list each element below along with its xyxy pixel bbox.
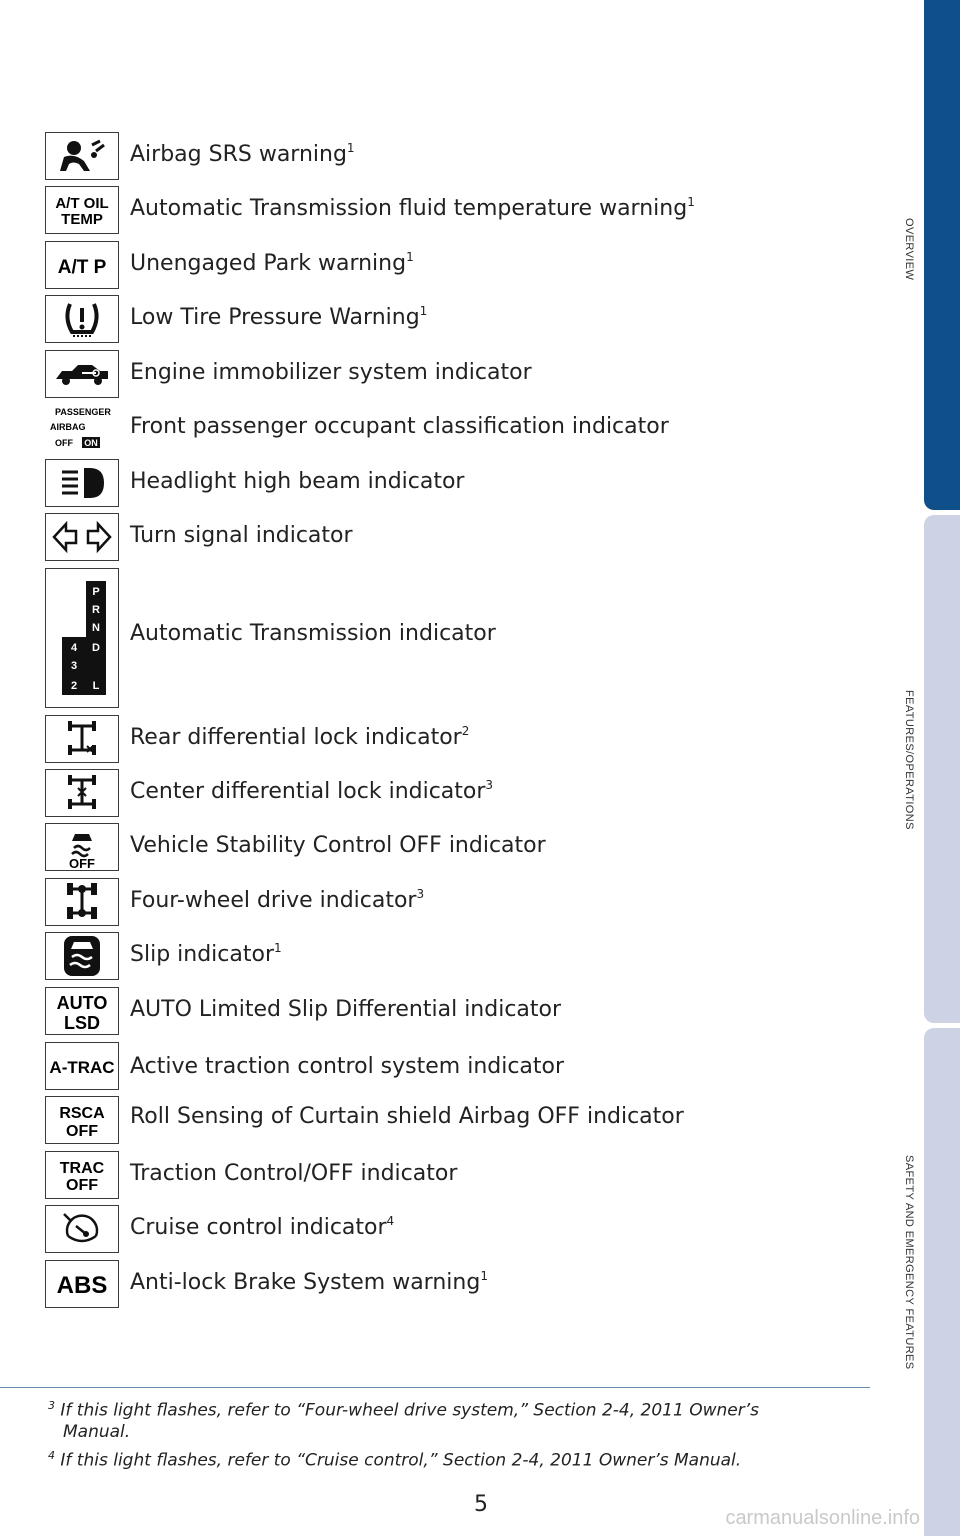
at-park-icon bbox=[45, 241, 119, 289]
watermark: carmanualsonline.info bbox=[725, 1507, 920, 1529]
tire-pressure-icon bbox=[45, 295, 119, 343]
indicator-label: Four-wheel drive indicator bbox=[130, 888, 417, 913]
indicator-label: Traction Control/OFF indicator bbox=[130, 1161, 458, 1186]
airbag-srs-icon bbox=[45, 132, 119, 180]
icon-text: TEMP bbox=[61, 211, 103, 228]
indicator-label: Turn signal indicator bbox=[130, 523, 353, 548]
indicator-label: Engine immobilizer system indicator bbox=[130, 360, 532, 385]
indicator-sup: 1 bbox=[419, 303, 428, 318]
icon-text: ON bbox=[84, 438, 98, 448]
icon-text: PASSENGER bbox=[55, 407, 111, 417]
tab-features-operations[interactable] bbox=[924, 515, 960, 1023]
indicator-label: Rear differential lock indicator bbox=[130, 725, 462, 750]
footnote-number: 3 bbox=[48, 1399, 55, 1412]
icon-text: RSCA bbox=[59, 1105, 105, 1122]
icon-text: 4 bbox=[70, 642, 78, 654]
at-oil-temp-icon bbox=[45, 186, 119, 234]
icon-text: 2 bbox=[70, 680, 78, 692]
page-number: 5 bbox=[474, 1492, 488, 1517]
indicator-sup: 4 bbox=[386, 1213, 395, 1228]
icon-text: OFF bbox=[66, 1177, 98, 1194]
indicator-label: Low Tire Pressure Warning bbox=[130, 305, 420, 330]
icon-text: OFF bbox=[55, 438, 73, 448]
icon-text: AIRBAG bbox=[50, 422, 86, 432]
indicator-label: Automatic Transmission indicator bbox=[130, 621, 496, 646]
tab-overview[interactable] bbox=[924, 0, 960, 510]
footnote-number: 4 bbox=[48, 1449, 55, 1462]
icon-text: LSD bbox=[64, 1013, 100, 1033]
gear-shift-icon bbox=[45, 568, 119, 708]
footnote-text: If this light flashes, refer to “Cruise control,” Section 2-4, 2011 Owner’s Manual. bbox=[60, 1450, 742, 1471]
vsc-off-icon bbox=[45, 823, 119, 871]
icon-text: 3 bbox=[70, 660, 78, 672]
indicator-sup: 1 bbox=[480, 1268, 488, 1283]
icon-text: AUTO bbox=[56, 993, 108, 1013]
auto-lsd-icon bbox=[45, 987, 119, 1035]
indicator-label: Slip indicator bbox=[130, 942, 274, 967]
side-label-features: FEATURES/OPERATIONS bbox=[903, 690, 915, 830]
indicator-label: Cruise control indicator bbox=[130, 1215, 387, 1240]
footnote-text: Manual. bbox=[63, 1422, 131, 1442]
icon-text: A/T OIL bbox=[55, 195, 109, 212]
passenger-airbag-icon bbox=[45, 404, 119, 452]
indicator-sup: 1 bbox=[346, 140, 355, 155]
icon-text: TRAC bbox=[59, 1160, 105, 1177]
rsca-off-icon bbox=[45, 1096, 119, 1144]
indicator-label: Center differential lock indicator bbox=[130, 779, 486, 804]
indicator-label: Headlight high beam indicator bbox=[130, 469, 465, 494]
footnote-3-cont bbox=[63, 1420, 130, 1444]
footnote-4 bbox=[48, 1444, 741, 1473]
icon-text: N bbox=[92, 622, 100, 634]
icon-text: A/T P bbox=[57, 257, 107, 278]
icon-text: OFF bbox=[69, 856, 95, 870]
indicator-label: Roll Sensing of Curtain shield Airbag OFF indicator bbox=[130, 1104, 684, 1129]
high-beam-icon bbox=[45, 459, 119, 507]
icon-text: P bbox=[92, 586, 100, 598]
indicator-sup: 1 bbox=[406, 249, 414, 264]
immobilizer-icon bbox=[45, 350, 119, 398]
indicator-label: Active traction control system indicator bbox=[130, 1054, 565, 1079]
trac-off-icon bbox=[45, 1151, 119, 1199]
side-label-safety: SAFETY AND EMERGENCY FEATURES bbox=[903, 1155, 915, 1370]
indicator-label: Airbag SRS warning bbox=[130, 142, 347, 167]
indicator-label: AUTO Limited Slip Differential indicator bbox=[130, 997, 562, 1022]
indicator-label: Anti-lock Brake System warning bbox=[130, 1270, 481, 1295]
indicator-sup: 1 bbox=[274, 940, 282, 955]
icon-text: OFF bbox=[66, 1123, 98, 1140]
slip-icon bbox=[45, 932, 119, 980]
four-wheel-drive-icon bbox=[45, 878, 119, 926]
footnote-rule bbox=[0, 1387, 870, 1388]
footnote-text: If this light flashes, refer to “Four-wheel drive system,” Section 2-4, 2011 Owner’s bbox=[60, 1400, 759, 1421]
icon-text: A-TRAC bbox=[49, 1058, 115, 1077]
indicator-sup: 1 bbox=[687, 194, 695, 209]
rear-diff-lock-icon bbox=[45, 715, 119, 763]
indicator-label: Automatic Transmission fluid temperature warning bbox=[130, 196, 688, 221]
indicator-label: Vehicle Stability Control OFF indicator bbox=[130, 833, 546, 858]
indicator-sup: 3 bbox=[416, 886, 425, 901]
icon-text: R bbox=[92, 604, 100, 616]
cruise-control-icon bbox=[45, 1205, 119, 1253]
footnote-3 bbox=[48, 1394, 759, 1423]
a-trac-icon bbox=[45, 1042, 119, 1090]
abs-icon bbox=[45, 1260, 119, 1308]
side-label-overview: OVERVIEW bbox=[903, 218, 915, 281]
icon-text: D bbox=[92, 642, 100, 654]
center-diff-lock-icon bbox=[45, 769, 119, 817]
tab-safety-emergency[interactable] bbox=[924, 1028, 960, 1536]
indicator-label: Front passenger occupant classification indicator bbox=[130, 414, 669, 439]
icon-text: ABS bbox=[56, 1272, 108, 1299]
icon-text: L bbox=[92, 680, 100, 692]
turn-signal-icon bbox=[45, 513, 119, 561]
indicator-sup: 3 bbox=[485, 777, 494, 792]
indicator-sup: 2 bbox=[461, 723, 470, 738]
indicator-label: Unengaged Park warning bbox=[130, 251, 407, 276]
